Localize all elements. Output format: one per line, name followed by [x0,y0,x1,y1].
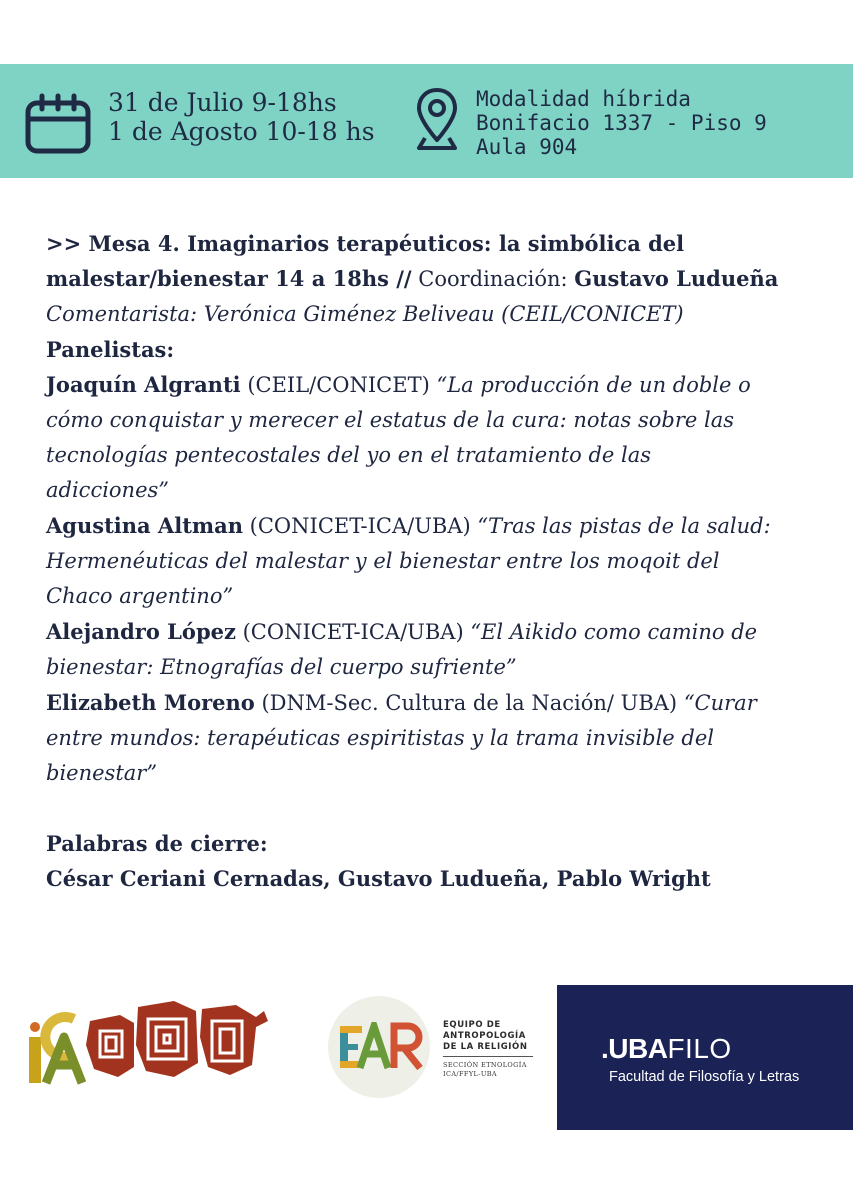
faculty-name: Facultad de Filosofía y Letras [609,1069,800,1085]
date-line-1: 31 de Julio 9-18hs [108,88,337,117]
panelist-name: Alejandro López [46,619,236,644]
panelist-1-line-2: cómo conquistar y merecer el estatus de la cura: notas sobre las [46,408,734,432]
filo-suffix: FILO [667,1033,732,1064]
mesa-heading-1: >> Mesa 4. Imaginarios terapéuticos: la simbólica del [46,231,685,256]
panelist-affiliation: (CEIL/CONICET) [240,373,437,397]
panelist-affiliation: (DNM-Sec. Cultura de la Nación/ UBA) [254,691,684,715]
ear-logo [328,996,538,1100]
panelist-title: “Curar [683,691,757,715]
map-pin-icon [415,86,459,152]
panelist-title: “La producción de un doble o [436,373,751,397]
ear-line-3: DE LA RELIGIÓN [443,1042,528,1052]
panelist-4-line-2: entre mundos: terapéuticas espiritistas y la trama invisible del [46,726,715,750]
date-line-2: 1 de Agosto 10-18 hs [108,117,375,146]
ear-sub-1: SECCIÓN ETNOLOGÍA [443,1061,527,1069]
venue-line-2: Bonifacio 1337 - Piso 9 [476,111,767,135]
closing-label: Palabras de cierre: [46,831,268,856]
uba-filo-wordmark [601,1033,732,1065]
panelist-2-line-1 [46,508,836,544]
coordination-label: Coordinación: [411,267,575,291]
ica-logo [24,997,270,1089]
comentarista: Comentarista: Verónica Giménez Beliveau (CEIL/CONICET) [46,302,684,326]
mesa-heading-2 [46,261,836,297]
calendar-icon [24,93,92,155]
uba-filo-logo [557,985,853,1130]
panelist-title: “El Aikido como camino de [470,620,758,644]
venue-line-3: Aula 904 [476,135,578,159]
panelist-4-line-3: bienestar” [46,761,158,785]
panelist-affiliation: (CONICET-ICA/UBA) [235,620,471,644]
ear-line-2: ANTROPOLOGÍA [443,1031,526,1041]
ear-logo-text [443,1020,528,1053]
panelist-1-line-3: tecnologías pentecostales del yo en el tratamiento de las [46,443,652,467]
program-content [46,226,836,896]
panelist-4-line-1 [46,685,836,721]
panelist-affiliation: (CONICET-ICA/UBA) [243,514,478,538]
uba-prefix: .UBA [601,1033,668,1064]
event-venue [476,87,767,159]
venue-line-1: Modalidad híbrida [476,87,691,111]
ear-monogram [336,1022,424,1072]
panelist-name: Agustina Altman [46,513,243,538]
panelist-1-line-1 [46,367,836,403]
closing-names: César Ceriani Cernadas, Gustavo Ludueña, Pablo Wright [46,866,711,891]
panelistas-label: Panelistas: [46,337,175,362]
event-dates [108,88,375,146]
panelist-1-line-4: adicciones” [46,478,170,502]
coordinator-name: Gustavo Ludueña [574,266,779,291]
ear-sub-2: ICA/FFYL-UBA [443,1070,497,1078]
ear-line-1: EQUIPO DE [443,1020,501,1030]
panelist-name: Joaquín Algranti [46,372,241,397]
ear-logo-subtext [443,1061,527,1079]
ear-divider [443,1056,533,1057]
panelist-2-line-2: Hermenéuticas del malestar y el bienestar entre los moqoit del [46,549,720,573]
panelist-title: “Tras las pistas de la salud: [477,514,771,538]
mesa-heading-2-text: malestar/bienestar 14 a 18hs // [46,266,412,291]
panelist-3-line-2: bienestar: Etnografías del cuerpo sufriente” [46,655,517,679]
panelist-3-line-1 [46,614,836,650]
panelist-name: Elizabeth Moreno [46,690,255,715]
panelist-2-line-3: Chaco argentino” [46,584,234,608]
